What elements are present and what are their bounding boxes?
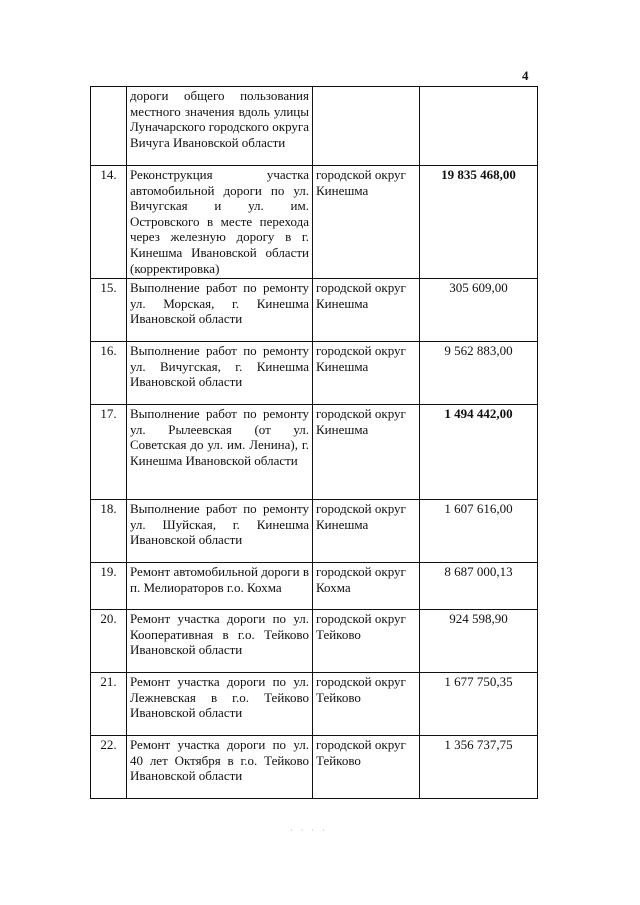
amount — [420, 87, 538, 166]
row-number — [91, 87, 127, 166]
municipality: городской округ Кинешма — [313, 166, 420, 279]
row-number: 17. — [91, 405, 127, 500]
row-number: 21. — [91, 673, 127, 736]
table-row — [91, 279, 538, 342]
table-row — [91, 166, 538, 279]
work-name: Ремонт участка дороги по ул. Лежневская в г.о. Тейково Ивановской области — [127, 673, 313, 736]
table-row — [91, 736, 538, 799]
amount: 1 356 737,75 — [420, 736, 538, 799]
road-works-table — [90, 86, 538, 799]
municipality: городской округ Кинешма — [313, 405, 420, 500]
table-row — [91, 500, 538, 563]
work-name: дороги общего пользования местного значения вдоль улицы Луначарского городского округа Вичуга Ивановской области — [127, 87, 313, 166]
work-name: Реконструкция участка автомобильной дороги по ул. Вичугская и ул. им. Островского в месте перехода через железную дорогу в г. Кинешма Ивановской области (корректировка) — [127, 166, 313, 279]
scan-speckles: · · · · — [290, 826, 328, 835]
amount: 19 835 468,00 — [420, 166, 538, 279]
work-name: Выполнение работ по ремонту ул. Рылеевская (от ул. Советская до ул. им. Ленина), г. Кинешма Ивановской области — [127, 405, 313, 500]
row-number: 19. — [91, 563, 127, 610]
municipality — [313, 87, 420, 166]
work-name: Ремонт участка дороги по ул. Кооперативная в г.о. Тейково Ивановской области — [127, 610, 313, 673]
work-name: Выполнение работ по ремонту ул. Вичугская, г. Кинешма Ивановской области — [127, 342, 313, 405]
amount: 1 607 616,00 — [420, 500, 538, 563]
amount: 924 598,90 — [420, 610, 538, 673]
amount: 1 494 442,00 — [420, 405, 538, 500]
row-number: 16. — [91, 342, 127, 405]
table-row — [91, 673, 538, 736]
municipality: городской округ Тейково — [313, 673, 420, 736]
row-number: 15. — [91, 279, 127, 342]
municipality: городской округ Кохма — [313, 563, 420, 610]
row-number: 14. — [91, 166, 127, 279]
table-body — [91, 87, 538, 799]
table-row — [91, 87, 538, 166]
municipality: городской округ Кинешма — [313, 342, 420, 405]
municipality: городской округ Кинешма — [313, 279, 420, 342]
table-row — [91, 342, 538, 405]
amount: 305 609,00 — [420, 279, 538, 342]
row-number: 18. — [91, 500, 127, 563]
row-number: 20. — [91, 610, 127, 673]
table-row — [91, 610, 538, 673]
work-name: Ремонт автомобильной дороги в п. Мелиораторов г.о. Кохма — [127, 563, 313, 610]
municipality: городской округ Тейково — [313, 736, 420, 799]
work-name: Ремонт участка дороги по ул. 40 лет Октября в г.о. Тейково Ивановской области — [127, 736, 313, 799]
work-name: Выполнение работ по ремонту ул. Шуйская, г. Кинешма Ивановской области — [127, 500, 313, 563]
page-number: 4 — [522, 68, 529, 83]
amount: 8 687 000,13 — [420, 563, 538, 610]
table-row — [91, 405, 538, 500]
table-row — [91, 563, 538, 610]
amount: 1 677 750,35 — [420, 673, 538, 736]
municipality: городской округ Тейково — [313, 610, 420, 673]
amount: 9 562 883,00 — [420, 342, 538, 405]
municipality: городской округ Кинешма — [313, 500, 420, 563]
row-number: 22. — [91, 736, 127, 799]
work-name: Выполнение работ по ремонту ул. Морская, г. Кинешма Ивановской области — [127, 279, 313, 342]
